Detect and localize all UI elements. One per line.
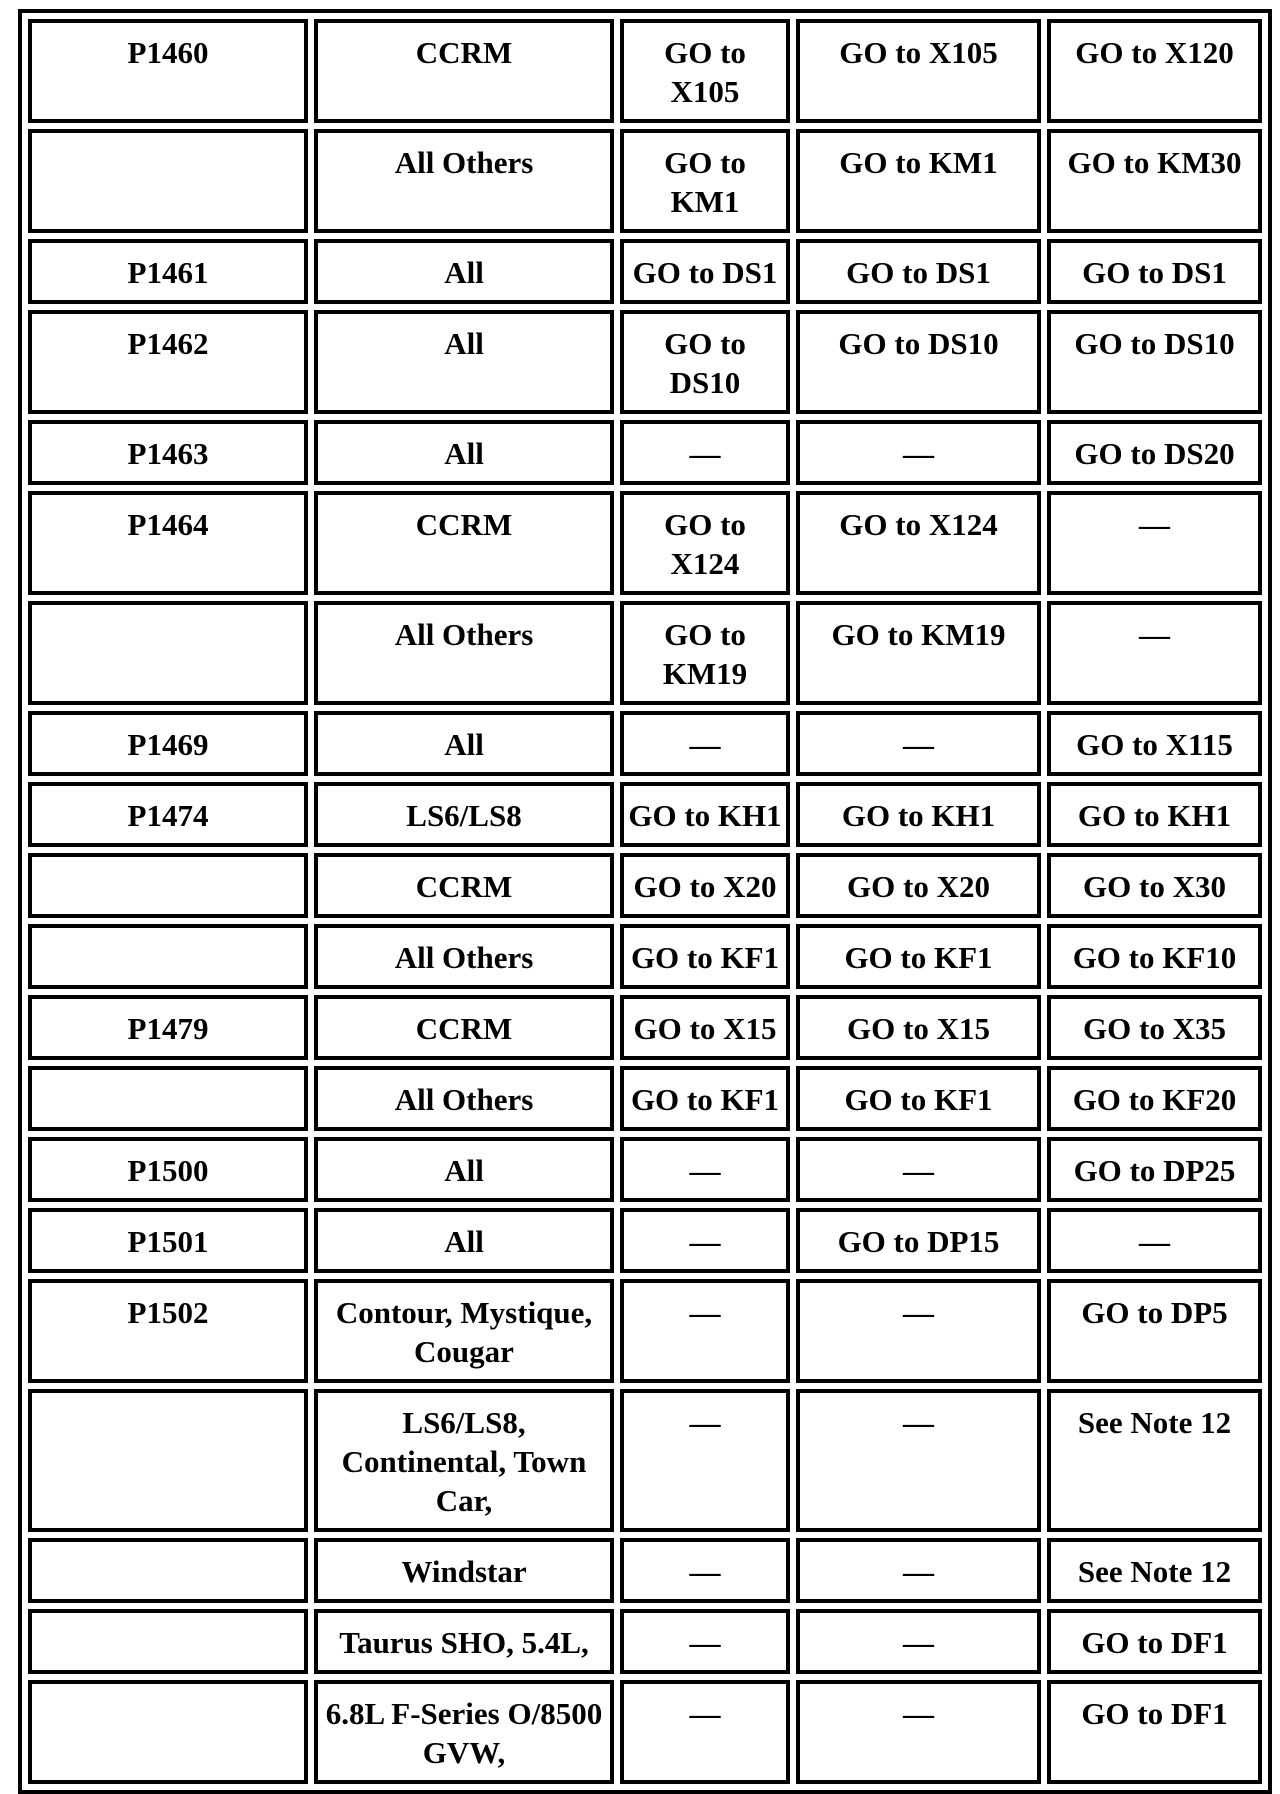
action-cell-3: —: [1047, 601, 1262, 705]
table-row: [28, 853, 1262, 918]
application-cell: All: [314, 310, 614, 414]
table-row: [28, 1137, 1262, 1202]
action-cell-2: GO to KF1: [796, 1066, 1041, 1131]
action-cell-2: GO to KF1: [796, 924, 1041, 989]
action-cell-1: —: [620, 1137, 790, 1202]
application-cell: Windstar: [314, 1538, 614, 1603]
dtc-code-cell: [28, 1609, 308, 1674]
action-cell-1: GO to KH1: [620, 782, 790, 847]
application-cell: All: [314, 239, 614, 304]
dtc-code-cell: P1502: [28, 1279, 308, 1383]
action-cell-1: —: [620, 1279, 790, 1383]
action-cell-3: GO to X35: [1047, 995, 1262, 1060]
table-row: [28, 19, 1262, 123]
table-row: [28, 995, 1262, 1060]
table-row: [28, 711, 1262, 776]
application-cell: Taurus SHO, 5.4L,: [314, 1609, 614, 1674]
action-cell-3: GO to DP5: [1047, 1279, 1262, 1383]
dtc-code-cell: P1461: [28, 239, 308, 304]
action-cell-3: GO to KM30: [1047, 129, 1262, 233]
dtc-code-cell: [28, 1066, 308, 1131]
table-row: [28, 1208, 1262, 1273]
table-row: [28, 1538, 1262, 1603]
action-cell-1: —: [620, 420, 790, 485]
application-cell: All: [314, 1137, 614, 1202]
table-row: [28, 924, 1262, 989]
action-cell-1: —: [620, 711, 790, 776]
action-cell-2: —: [796, 1389, 1041, 1532]
dtc-code-cell: P1474: [28, 782, 308, 847]
action-cell-2: GO to DP15: [796, 1208, 1041, 1273]
table-row: [28, 420, 1262, 485]
action-cell-1: —: [620, 1538, 790, 1603]
action-cell-2: GO to X15: [796, 995, 1041, 1060]
action-cell-2: GO to DS10: [796, 310, 1041, 414]
action-cell-1: —: [620, 1680, 790, 1784]
application-cell: All Others: [314, 1066, 614, 1131]
application-cell: All Others: [314, 129, 614, 233]
table-row: [28, 1680, 1262, 1784]
dtc-code-cell: P1469: [28, 711, 308, 776]
dtc-code-cell: [28, 1389, 308, 1532]
action-cell-1: —: [620, 1609, 790, 1674]
action-cell-1: GO to KM1: [620, 129, 790, 233]
action-cell-1: —: [620, 1208, 790, 1273]
application-cell: LS6/LS8: [314, 782, 614, 847]
action-cell-1: GO to X124: [620, 491, 790, 595]
table-row: [28, 310, 1262, 414]
dtc-code-cell: P1462: [28, 310, 308, 414]
action-cell-1: GO to X20: [620, 853, 790, 918]
action-cell-2: GO to KM19: [796, 601, 1041, 705]
action-cell-1: GO to KM19: [620, 601, 790, 705]
dtc-table: [18, 9, 1272, 1794]
application-cell: 6.8L F-Series O/8500 GVW,: [314, 1680, 614, 1784]
table-row: [28, 1609, 1262, 1674]
action-cell-2: —: [796, 1137, 1041, 1202]
dtc-table-body: [28, 19, 1262, 1784]
action-cell-3: —: [1047, 491, 1262, 595]
action-cell-3: —: [1047, 1208, 1262, 1273]
dtc-code-cell: [28, 1680, 308, 1784]
dtc-code-cell: P1460: [28, 19, 308, 123]
table-row: [28, 239, 1262, 304]
action-cell-3: GO to X115: [1047, 711, 1262, 776]
action-cell-2: —: [796, 1279, 1041, 1383]
action-cell-2: —: [796, 711, 1041, 776]
action-cell-3: GO to KF20: [1047, 1066, 1262, 1131]
dtc-code-cell: P1463: [28, 420, 308, 485]
dtc-code-cell: [28, 129, 308, 233]
action-cell-3: GO to KF10: [1047, 924, 1262, 989]
action-cell-2: GO to X20: [796, 853, 1041, 918]
action-cell-3: GO to DS10: [1047, 310, 1262, 414]
dtc-code-cell: [28, 853, 308, 918]
application-cell: CCRM: [314, 995, 614, 1060]
action-cell-3: See Note 12: [1047, 1389, 1262, 1532]
table-row: [28, 601, 1262, 705]
action-cell-2: —: [796, 1538, 1041, 1603]
application-cell: All: [314, 420, 614, 485]
dtc-code-cell: P1464: [28, 491, 308, 595]
application-cell: Contour, Mystique, Cougar: [314, 1279, 614, 1383]
table-row: [28, 1389, 1262, 1532]
action-cell-3: GO to X30: [1047, 853, 1262, 918]
application-cell: All: [314, 1208, 614, 1273]
application-cell: All Others: [314, 924, 614, 989]
action-cell-1: —: [620, 1389, 790, 1532]
application-cell: All Others: [314, 601, 614, 705]
action-cell-3: GO to DF1: [1047, 1680, 1262, 1784]
dtc-code-cell: [28, 1538, 308, 1603]
action-cell-2: GO to KH1: [796, 782, 1041, 847]
action-cell-3: GO to DS1: [1047, 239, 1262, 304]
dtc-code-cell: P1501: [28, 1208, 308, 1273]
table-row: [28, 1279, 1262, 1383]
action-cell-3: GO to KH1: [1047, 782, 1262, 847]
dtc-code-cell: P1479: [28, 995, 308, 1060]
action-cell-2: —: [796, 1680, 1041, 1784]
application-cell: LS6/LS8, Continental, Town Car,: [314, 1389, 614, 1532]
action-cell-1: GO to DS10: [620, 310, 790, 414]
action-cell-3: GO to DF1: [1047, 1609, 1262, 1674]
dtc-table-container: [20, 9, 1260, 1794]
dtc-code-cell: [28, 601, 308, 705]
application-cell: CCRM: [314, 853, 614, 918]
action-cell-1: GO to X105: [620, 19, 790, 123]
action-cell-1: GO to KF1: [620, 924, 790, 989]
action-cell-1: GO to KF1: [620, 1066, 790, 1131]
action-cell-2: —: [796, 420, 1041, 485]
table-row: [28, 1066, 1262, 1131]
action-cell-1: GO to X15: [620, 995, 790, 1060]
action-cell-1: GO to DS1: [620, 239, 790, 304]
application-cell: All: [314, 711, 614, 776]
table-row: [28, 129, 1262, 233]
action-cell-2: GO to X124: [796, 491, 1041, 595]
table-row: [28, 782, 1262, 847]
action-cell-3: GO to DP25: [1047, 1137, 1262, 1202]
action-cell-3: GO to X120: [1047, 19, 1262, 123]
application-cell: CCRM: [314, 19, 614, 123]
action-cell-3: See Note 12: [1047, 1538, 1262, 1603]
action-cell-3: GO to DS20: [1047, 420, 1262, 485]
table-row: [28, 491, 1262, 595]
action-cell-2: GO to KM1: [796, 129, 1041, 233]
action-cell-2: GO to X105: [796, 19, 1041, 123]
application-cell: CCRM: [314, 491, 614, 595]
action-cell-2: GO to DS1: [796, 239, 1041, 304]
dtc-code-cell: [28, 924, 308, 989]
dtc-code-cell: P1500: [28, 1137, 308, 1202]
action-cell-2: —: [796, 1609, 1041, 1674]
